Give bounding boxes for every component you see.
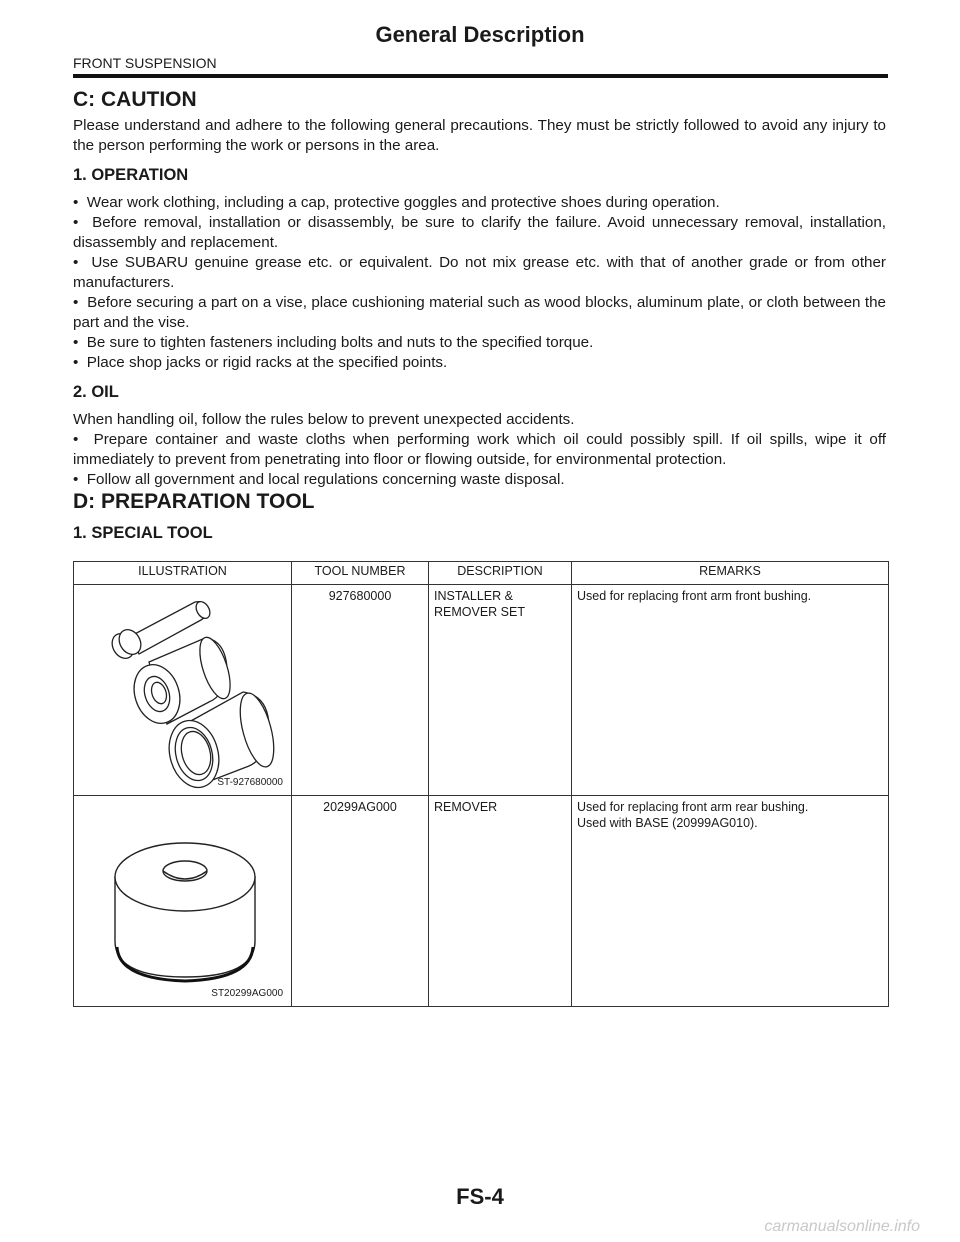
column-header-illustration: ILLUSTRATION	[74, 562, 292, 585]
page-title: General Description	[375, 22, 585, 47]
remover-illustration	[79, 799, 295, 1003]
caution-heading: C: CAUTION	[73, 88, 197, 111]
illustration-cell	[74, 585, 292, 796]
list-item: • Place shop jacks or rigid racks at the specified points.	[73, 353, 886, 373]
column-header-remarks: REMARKS	[572, 562, 889, 585]
special-tool-table	[73, 561, 889, 1007]
operation-heading: 1. OPERATION	[73, 166, 189, 184]
operation-list	[73, 193, 886, 373]
list-item: • Before securing a part on a vise, place cushioning material such as wood blocks, aluminum plate, or cloth between the part and the vise.	[73, 293, 886, 333]
table-header-row	[74, 562, 889, 585]
preparation-heading: D: PREPARATION TOOL	[73, 490, 315, 513]
remarks-cell	[572, 585, 889, 796]
remarks-cell	[572, 796, 889, 1007]
tool-number-cell: 927680000	[292, 585, 429, 796]
oil-heading: 2. OIL	[73, 383, 119, 401]
special-tool-heading: 1. SPECIAL TOOL	[73, 524, 213, 542]
remark-line: Used for replacing front arm rear bushing.	[577, 800, 809, 814]
list-item: • Before removal, installation or disassembly, be sure to clarify the failure. Avoid unnecessary removal, installation, disassembly and replacement.	[73, 213, 886, 253]
oil-intro: When handling oil, follow the rules below to prevent unexpected accidents.	[73, 411, 575, 428]
header-rule	[73, 74, 888, 78]
description-cell: REMOVER	[429, 796, 572, 1007]
illustration-cell	[74, 796, 292, 1007]
table-row	[74, 796, 889, 1007]
column-header-tool-number: TOOL NUMBER	[292, 562, 429, 585]
list-item: • Prepare container and waste cloths when performing work which oil could possibly spill. If oil spills, wipe it off immediately to prevent from penetrating into floor or flowing outside, for environmental protection.	[73, 430, 886, 470]
page-content	[73, 88, 886, 1007]
description-cell: INSTALLER & REMOVER SET	[429, 585, 572, 796]
illustration-code: ST20299AG000	[211, 988, 283, 999]
list-item: • Wear work clothing, including a cap, protective goggles and protective shoes during operation.	[73, 193, 886, 213]
section-label: FRONT SUSPENSION	[73, 55, 217, 71]
list-item: • Use SUBARU genuine grease etc. or equivalent. Do not mix grease etc. with that of another grade or from other manufacturers.	[73, 253, 886, 293]
oil-list	[73, 430, 886, 490]
page-code: FS-4	[456, 1184, 504, 1209]
list-item: • Be sure to tighten fasteners including bolts and nuts to the specified torque.	[73, 333, 886, 353]
column-header-description: DESCRIPTION	[429, 562, 572, 585]
watermark: carmanualsonline.info	[764, 1218, 920, 1235]
tool-number-cell: 20299AG000	[292, 796, 429, 1007]
installer-remover-set-illustration	[79, 588, 295, 792]
caution-intro: Please understand and adhere to the following general precautions. They must be strictly followed to avoid any injury to the person performing the work or persons in the area.	[73, 117, 886, 154]
remark-line: Used for replacing front arm front bushing.	[577, 589, 812, 603]
list-item: • Follow all government and local regulations concerning waste disposal.	[73, 470, 886, 490]
table-row	[74, 585, 889, 796]
remark-line: Used with BASE (20999AG010).	[577, 816, 758, 830]
illustration-code: ST-927680000	[217, 777, 283, 788]
